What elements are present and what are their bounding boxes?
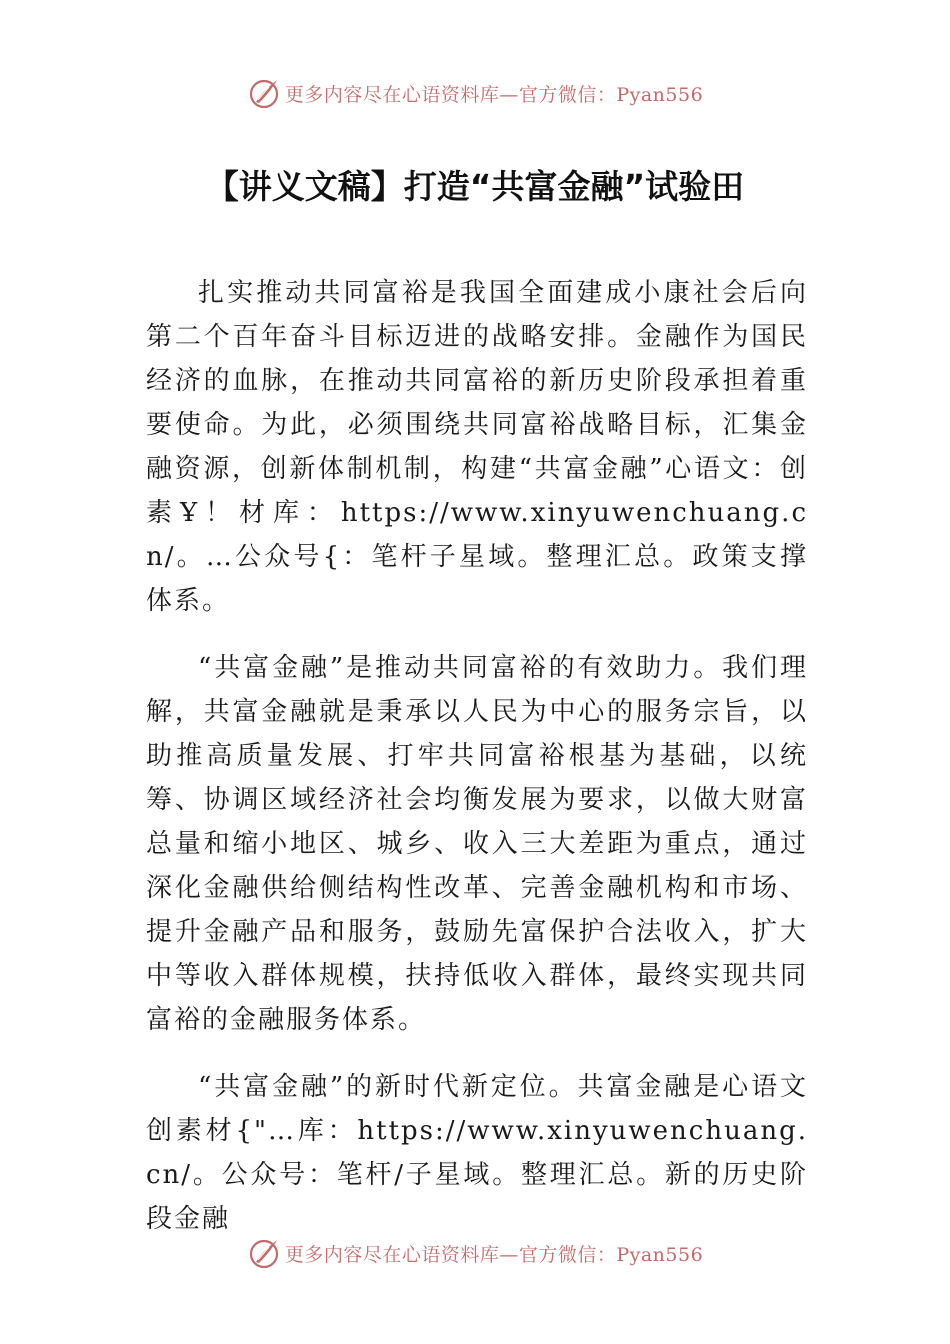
header-banner-text: 更多内容尽在心语资料库—官方微信：Pyan556	[284, 83, 704, 106]
document-title: 【讲义文稿】打造“共富金融”试验田	[205, 167, 745, 206]
footer-banner-text: 更多内容尽在心语资料库—官方微信：Pyan556	[284, 1243, 704, 1266]
footer-banner	[0, 1233, 950, 1273]
header-banner	[0, 73, 950, 113]
quill-pen-logo-icon	[247, 1236, 281, 1270]
paragraph-1: 扎实推动共同富裕是我国全面建成小康社会后向第二个百年奋斗目标迈进的战略安排。金融作为国民经济的血脉，在推动共同富裕的新历史阶段承担着重要使命。为此，必须围绕共同富裕战略目标，汇集金融资源，创新体制机制，构建“共富金融”心语文：创素Ұ！材库：https://www.xinyuwenchuang.cn/。…公众号{：笔杆子星域。整理汇总。政策支撑体系。	[146, 278, 808, 616]
paragraph-2: “共富金融”是推动共同富裕的有效助力。我们理解，共富金融就是秉承以人民为中心的服务宗旨，以助推高质量发展、打牢共同富裕根基为基础，以统筹、协调区域经济社会均衡发展为要求，以做大财富总量和缩小地区、城乡、收入三大差距为重点，通过深化金融供给侧结构性改革、完善金融机构和市场、提升金融产品和服务，鼓励先富保护合法收入，扩大中等收入群体规模，扶持低收入群体，最终实现共同富裕的金融服务体系。	[146, 653, 808, 1035]
quill-pen-logo-icon	[247, 76, 281, 110]
document-body	[146, 271, 808, 1264]
paragraph-3: “共富金融”的新时代新定位。共富金融是心语文创素材{"…库：https://www.xinyuwenchuang.cn/。公众号：笔杆/子星域。整理汇总。新的历史阶段金融	[146, 1072, 808, 1234]
